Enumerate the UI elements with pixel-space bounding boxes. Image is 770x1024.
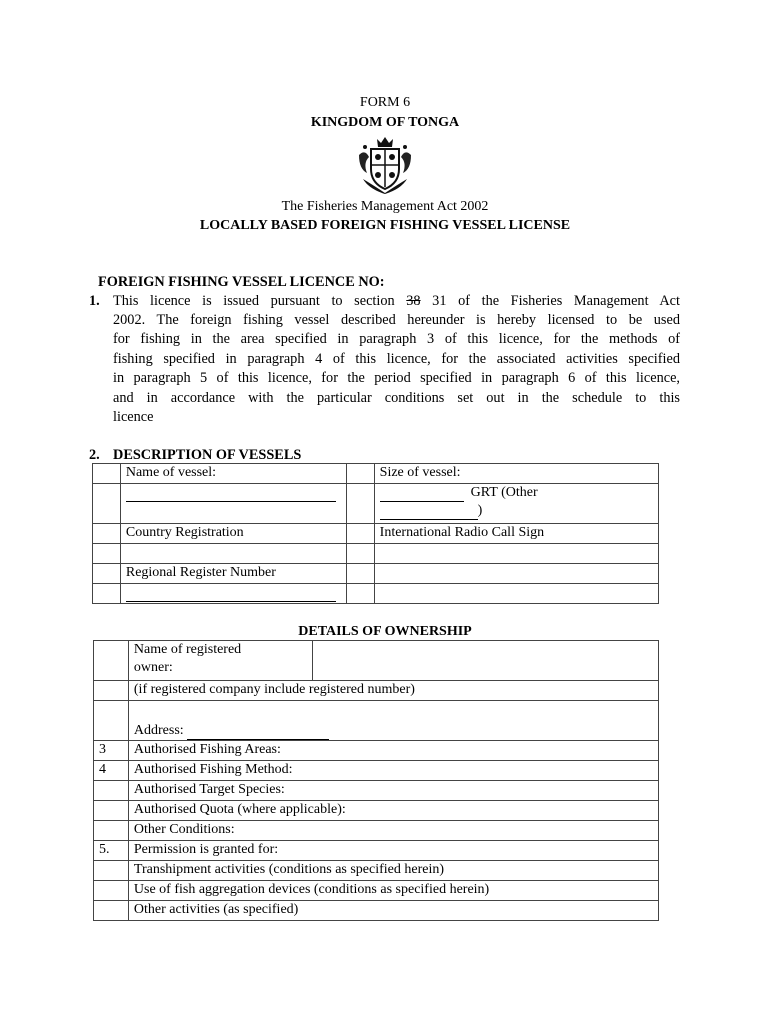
licence-no-label: FOREIGN FISHING VESSEL LICENCE NO: (98, 274, 385, 290)
fishing-method-label: Authorised Fishing Method: (128, 761, 658, 781)
permission-label: Permission is granted for: (128, 841, 658, 861)
paren-close: ) (477, 503, 483, 518)
row-number: 5. (94, 841, 129, 861)
kingdom-title: KINGDOM OF TONGA (310, 115, 460, 130)
row-number (94, 881, 129, 901)
coat-of-arms-emblem (355, 135, 415, 195)
row-number: 3 (94, 741, 129, 761)
vessel-name-field[interactable] (120, 484, 346, 524)
address-cell (128, 701, 658, 741)
license-title: LOCALLY BASED FOREIGN FISHING VESSEL LICENSE (199, 218, 571, 233)
ownership-title: DETAILS OF OWNERSHIP (298, 624, 472, 639)
section-1-line: in paragraph 5 of this licence, for the period specified in paragraph 6 of this licence, (113, 370, 680, 386)
row-number (94, 801, 129, 821)
other-activities-label: Other activities (as specified) (128, 901, 658, 921)
regional-register-field[interactable] (120, 584, 346, 604)
section-1-line: 2002. The foreign fishing vessel described hereunder is hereby licensed to be used (113, 312, 680, 328)
other-size-field[interactable] (380, 505, 478, 520)
fishing-areas-label: Authorised Fishing Areas: (128, 741, 658, 761)
radio-call-sign-field[interactable] (374, 544, 658, 564)
quota-label: Authorised Quota (where applicable): (128, 801, 658, 821)
section-1-line: This licence is issued pursuant to section 38 31 of the Fisheries Management Act (113, 293, 681, 309)
struck-section-number: 38 (406, 293, 421, 309)
vessel-name-label: Name of vessel: (120, 464, 346, 484)
transhipment-label: Transhipment activities (conditions as specified herein) (128, 861, 658, 881)
company-note: (if registered company include registered number) (128, 681, 658, 701)
vessel-size-label: Size of vessel: (374, 464, 658, 484)
address-field[interactable] (187, 727, 329, 740)
section-1-line: fishing specified in paragraph 4 of this licence, for the associated activities specified (113, 351, 680, 367)
row-number (94, 861, 129, 881)
grt-label: GRT (Other (470, 485, 538, 500)
section-2-number: 2. (89, 447, 100, 463)
vessel-size-field[interactable] (374, 484, 658, 524)
other-conditions-label: Other Conditions: (128, 821, 658, 841)
section-1-number: 1. (89, 293, 100, 309)
owner-field[interactable] (312, 641, 658, 681)
regional-register-label: Regional Register Number (120, 564, 346, 584)
form-number: FORM 6 (359, 95, 411, 110)
address-label: Address: (133, 723, 184, 738)
vessel-description-table (92, 463, 659, 604)
radio-call-sign-label: International Radio Call Sign (374, 524, 658, 544)
ownership-table (93, 640, 659, 921)
section-1-line: licence (113, 409, 154, 425)
fad-label: Use of fish aggregation devices (conditions as specified herein) (128, 881, 658, 901)
row-number (94, 781, 129, 801)
grt-field[interactable] (380, 488, 464, 502)
section-1-line: for fishing in the area specified in paragraph 3 of this licence, for the methods of (113, 331, 680, 347)
row-number: 4 (94, 761, 129, 781)
target-species-label: Authorised Target Species: (128, 781, 658, 801)
section-2-title: DESCRIPTION OF VESSELS (113, 447, 302, 463)
country-registration-field[interactable] (120, 544, 346, 564)
section-1-line: and in accordance with the particular conditions set out in the schedule to this (113, 390, 680, 406)
row-number (94, 821, 129, 841)
act-title: The Fisheries Management Act 2002 (281, 199, 489, 214)
country-registration-label: Country Registration (120, 524, 346, 544)
row-number (94, 901, 129, 921)
owner-label: Name of registered owner: (128, 641, 312, 681)
